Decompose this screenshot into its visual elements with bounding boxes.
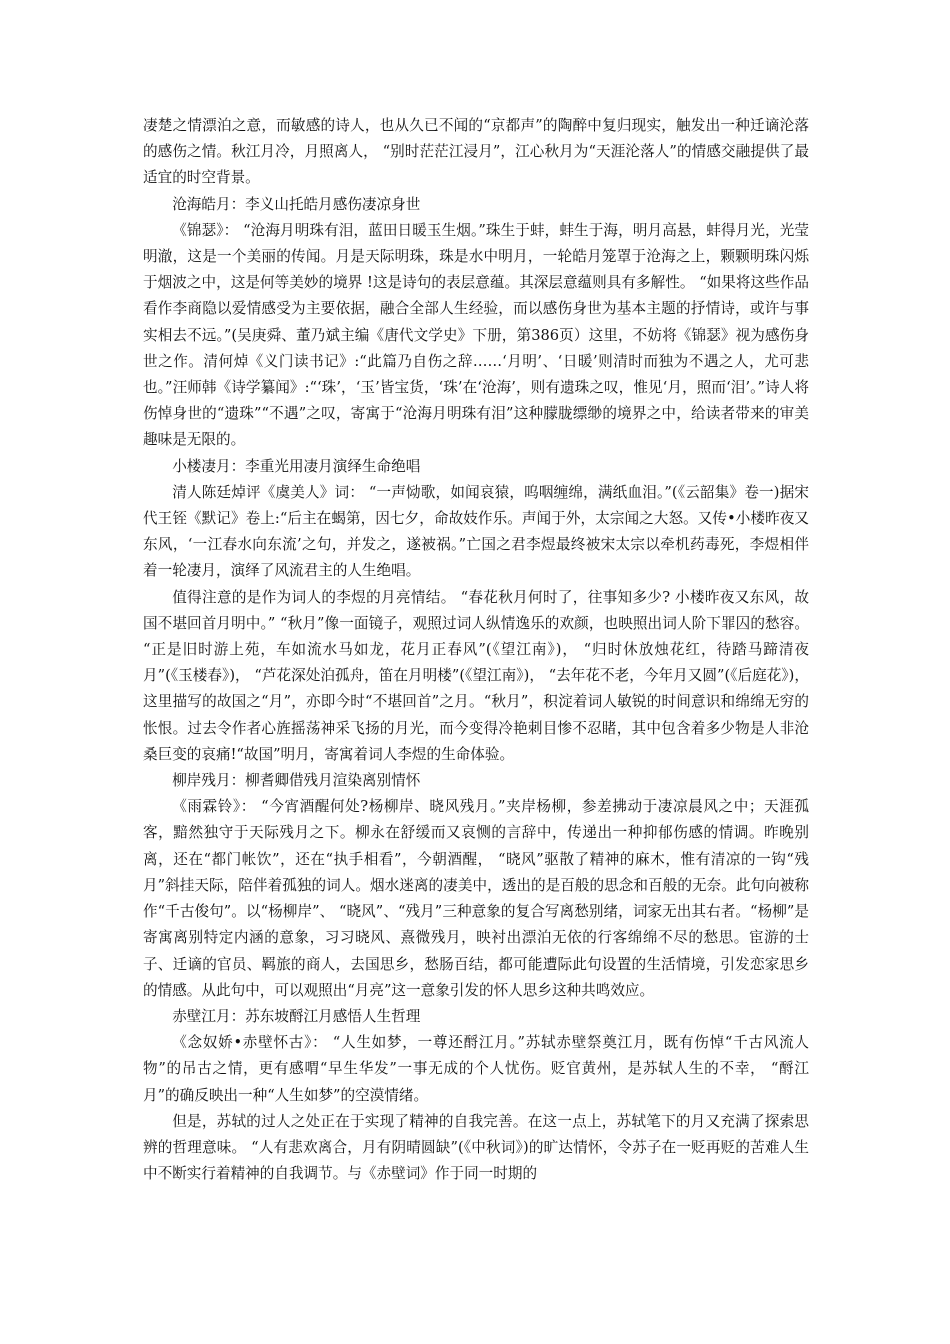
section-heading-canghai: 沧海皓月：李义山托皓月感伤凄凉身世	[172, 195, 421, 213]
document-body	[143, 113, 809, 1187]
paragraph-intro: 凄楚之情漂泊之意，而敏感的诗人，也从久已不闻的“京都声”的陶醉中复归现实，触发出一种迁谪沦落的感伤之情。秋江月冷，月照离人， “别时茫茫江浸月”，江心秋月为“天涯沦落人”的情感交融提供了最适宜的时空背景。	[143, 117, 809, 187]
section-heading-xiaolou: 小楼凄月：李重光用凄月演绎生命绝唱	[172, 457, 421, 475]
section-heading-chibi: 赤壁江月：苏东坡酹江月感悟人生哲理	[172, 1007, 421, 1025]
paragraph-niannujiao: 《念奴娇•赤壁怀古》： “人生如梦，一尊还酹江月。”苏轼赤壁祭奠江月，既有伤悼“千古风流人物”的吊古之情，更有感喟“早生华发”一事无成的个人忧伤。贬官黄州，是苏轼人生的不幸， “酹江月”的确反映出一种“人生如梦”的空漠情绪。	[143, 1034, 809, 1104]
paragraph-jinse: 《锦瑟》： “沧海月明珠有泪，蓝田日暖玉生烟。”珠生于蚌，蚌生于海，明月高悬，蚌得月光，光莹明澈，这是一个美丽的传闻。月是天际明珠，珠是水中明月，一轮皓月笼罩于沧海之上，颗颗明珠闪烁于烟波之中，这是何等美妙的境界 !这是诗句的表层意蕴。其深层意蕴则具有多解性。 “如果将这些作品看作李商隐以爱情感受为主要依据，融合全部人生经验，而以感伤身世为基本主题的抒情诗，或许与事实相去不远。”(吴庚舜、董乃斌主编《唐代文学史》下册，第386页）这里，不妨将《锦瑟》视为感伤身世之作。清何焯《义门读书记》:“此篇乃自伤之辞……‘月明’、‘日暖’则清时而独为不遇之人，尤可悲也。”汪师韩《诗学纂闻》:“‘珠’，‘玉’皆宝货，‘珠’在‘沧海’，则有遗珠之叹，惟见‘月，照而‘泪’。”诗人将伤悼身世的“遗珠”“不遇”之叹，寄寓于“沧海月明珠有泪”这种朦胧缥缈的境界之中，给读者带来的审美趣味是无限的。	[143, 221, 809, 449]
paragraph-liyu-moon: 值得注意的是作为词人的李煜的月亮情结。 “春花秋月何时了，往事知多少? 小楼昨夜又东风，故国不堪回首月明中。” “秋月”像一面镜子，观照过词人纵情逸乐的欢颜，也映照出词人阶下罪囚的愁容。 “正是旧时游上苑，车如流水马如龙，花月正春风”(《望江南》)， “归时休放烛花红，待踏马蹄清夜月”(《玉楼春》)， “芦花深处泊孤舟，笛在月明楼”(《望江南》)， “去年花不老，今年月又圆”(《后庭花》)，这里描写的故国之“月”，亦即今时“不堪回首”之月。“秋月”，积淀着词人敏锐的时间意识和绵绵无穷的怅恨。过去令作者心旌摇荡神采飞扬的月光，而今变得冷艳刺目惨不忍睹，其中包含着多少物是人非沧桑巨变的哀痛!“故国”明月，寄寓着词人李煜的生命体验。	[143, 588, 809, 763]
section-heading-liuan: 柳岸残月：柳耆卿借残月渲染离别情怀	[172, 772, 421, 790]
paragraph-sushi-philosophy: 但是，苏轼的过人之处正在于实现了精神的自我完善。在这一点上，苏轼笔下的月又充满了探索思辨的哲理意味。 “人有悲欢离合，月有阴晴圆缺”(《中秋词》)的旷达情怀，令苏子在一贬再贬的苦难人生中不断实行着精神的自我调节。与《赤壁词》作于同一时期的	[143, 1112, 809, 1183]
paragraph-yulinling: 《雨霖铃》： “今宵酒醒何处?杨柳岸、晓风残月。”夹岸杨柳，参差拂动于凄凉晨风之中；天涯孤客，黯然独守于天际残月之下。柳永在舒缓而又哀恻的言辞中，传递出一种抑郁伤感的情调。昨晚别离，还在“都门帐饮”，还在“执手相看”，今朝酒醒， “晓风”驱散了精神的麻木，惟有清凉的一钩“残月”斜挂天际，陪伴着孤独的词人。烟水迷离的凄美中，透出的是百般的思念和百般的无奈。此句向被称作“千古俊句”。以“杨柳岸”、 “晓风”、“残月”三种意象的复合写离愁别绪，词家无出其右者。“杨柳”是寄寓离别特定内涵的意象，习习晓风、熹微残月，映衬出漂泊无依的行客绵绵不尽的愁思。宦游的士子、迁谪的官员、羁旅的商人，去国思乡，愁肠百结，都可能遭际此句设置的生活情境，引发恋家思乡的情感。从此句中，可以观照出“月亮”这一意象引发的怀人思乡这种共鸣效应。	[143, 798, 809, 999]
paragraph-yumeiren: 清人陈廷焯评《虞美人》词： “一声恸歌，如闻哀猿，呜咽缠绵，满纸血泪。”(《云韶集》卷一)据宋代王铚《默记》卷上:“后主在蝎第，因七夕，命故妓作乐。声闻于外，太宗闻之大怒。又传•小楼昨夜又东风，‘一江春水向东流’之句，并发之，遂被祸。”亡国之君李煜最终被宋太宗以牵机药毒死，李煜相伴着一轮凄月，演绎了风流君主的人生绝唱。	[143, 483, 809, 580]
